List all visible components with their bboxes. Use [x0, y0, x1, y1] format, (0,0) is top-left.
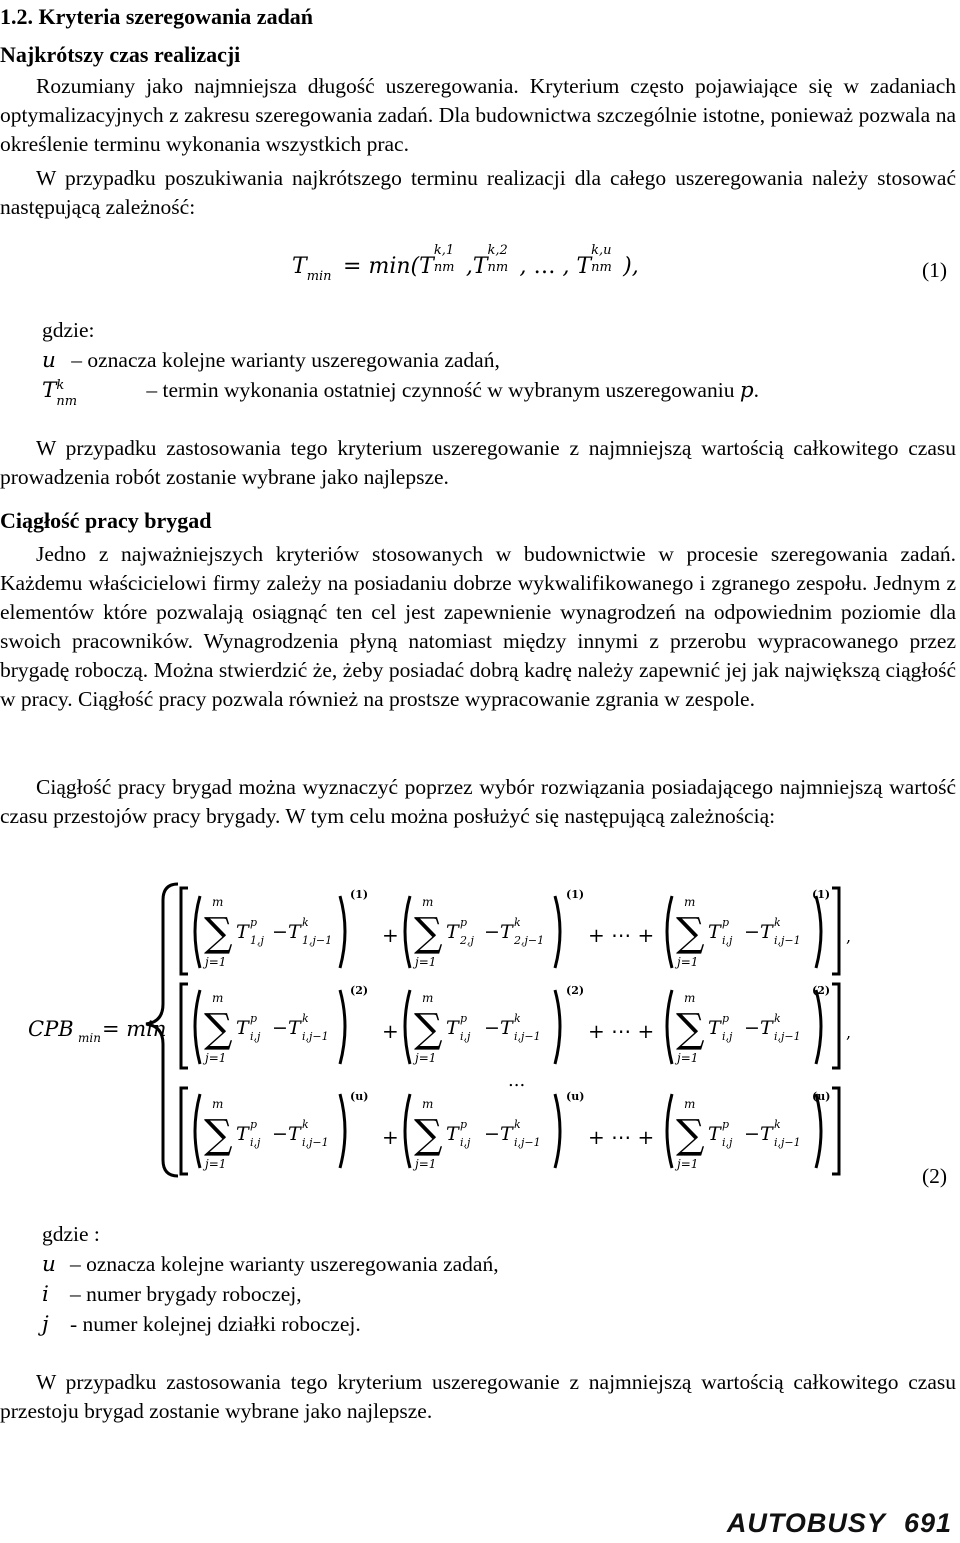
svg-text:m: m [422, 1097, 434, 1111]
row2-bracket-right [832, 984, 839, 1068]
row-ellipsis: ... [508, 1070, 526, 1091]
svg-text:−: − [744, 1017, 760, 1039]
svg-text:(2): (2) [812, 984, 831, 997]
svg-text:k: k [514, 1118, 521, 1131]
section-title: 1.2. Kryteria szeregowania zadań [0, 4, 314, 29]
svg-text:−: − [272, 1017, 288, 1039]
svg-text:j=1: j=1 [415, 1051, 437, 1065]
svg-text:i,j−1: i,j−1 [302, 1030, 329, 1043]
row2-paren-2-close [555, 990, 560, 1064]
journal-brand: AUTOBUSY [726, 1508, 886, 1538]
row1-paren-3-open [667, 896, 672, 968]
svg-text:T: T [236, 1123, 249, 1145]
svg-text:+: + [382, 923, 399, 947]
svg-text:∑: ∑ [204, 1006, 233, 1052]
svg-text:m: m [212, 991, 224, 1005]
row3-paren-3-close [816, 1094, 821, 1168]
equation-2 [0, 876, 900, 1186]
paragraph-criterion-result-2: W przypadku zastosowania tego kryterium uszeregowanie z najmniejszą wartością całkowitego czasu przestoju brygad zostanie wybrane jako najlepsze. [0, 1370, 956, 1423]
svg-text:k: k [774, 916, 781, 929]
svg-text:p: p [460, 1012, 468, 1025]
row1-paren-2-close [555, 896, 560, 968]
row3-paren-2-open [405, 1094, 410, 1168]
row3-bracket-left [181, 1088, 188, 1174]
svg-text:+ ⋯ +: + ⋯ + [588, 1019, 655, 1043]
svg-text:i,j−1: i,j−1 [774, 1136, 801, 1149]
row2-paren-3-open [667, 990, 672, 1064]
svg-text:+: + [382, 1019, 399, 1043]
svg-text:T: T [500, 1123, 513, 1145]
paragraph-criterion-result-1: W przypadku zastosowania tego kryterium uszeregowanie z najmniejszą wartością całkowitego czasu prowadzenia robót zostanie wybrane jako najlepsze. [0, 436, 956, 489]
row2-paren-3-close [816, 990, 821, 1064]
equation-1: $T_{min} = \min(T$ k,1 nm ,T k,2 nm , … , T k,u nm ), [292, 243, 639, 284]
paragraph-formula-intro: W przypadku poszukiwania najkrótszego terminu realizacji dla całego uszeregowania należy stosować następującą zależność: [0, 166, 956, 219]
where-label-2: gdzie : [42, 1222, 100, 1246]
svg-text:j=1: j=1 [677, 955, 699, 969]
svg-text:k: k [774, 1012, 781, 1025]
svg-text:(1): (1) [812, 888, 831, 901]
svg-text:,: , [846, 1023, 852, 1042]
equation-2-number: (2) [922, 1164, 948, 1188]
svg-text:T: T [288, 1017, 301, 1039]
subsection-title-crew-continuity: Ciągłość pracy brygad [0, 508, 212, 533]
where1-u-row: u – oznacza kolejne warianty uszeregowania zadań, [42, 348, 500, 373]
row1-paren-1-open [195, 896, 200, 968]
svg-text:T: T [500, 921, 513, 943]
svg-text:−: − [272, 1123, 288, 1145]
row3-paren-1-close [340, 1094, 345, 1168]
svg-text:m: m [212, 895, 224, 909]
row3-bracket-right [832, 1088, 839, 1174]
svg-text:1,j: 1,j [250, 934, 264, 947]
svg-text:T: T [760, 1017, 773, 1039]
svg-text:i,j: i,j [722, 1030, 733, 1043]
paragraph-formula-intro-2: Ciągłość pracy brygad można wyznaczyć poprzez wybór rozwiązania posiadającego najmniejszą wartość czasu przestojów pracy brygady. W tym celu można posłużyć się następującą zależnością: [0, 775, 956, 828]
svg-text:j=1: j=1 [677, 1157, 699, 1171]
svg-text:p: p [250, 916, 258, 929]
row3-paren-3-open [667, 1094, 672, 1168]
svg-text:p: p [250, 1118, 258, 1131]
page-number: 691 [903, 1508, 952, 1538]
svg-text:i,j: i,j [250, 1136, 261, 1149]
svg-text:i,j−1: i,j−1 [514, 1136, 541, 1149]
where2-item-u: u – oznacza kolejne warianty uszeregowania zadań, [42, 1252, 499, 1277]
svg-text:T: T [446, 1123, 459, 1145]
row1-paren-3-close [816, 896, 821, 968]
row2-paren-1-close [340, 990, 345, 1064]
svg-text:T: T [500, 1017, 513, 1039]
svg-text:T: T [708, 1017, 721, 1039]
svg-text:T: T [760, 1123, 773, 1145]
row3-paren-2-close [555, 1094, 560, 1168]
svg-text:p: p [460, 1118, 468, 1131]
svg-text:j=1: j=1 [415, 955, 437, 969]
svg-text:k: k [774, 1118, 781, 1131]
svg-text:m: m [684, 1097, 696, 1111]
svg-text:−: − [744, 1123, 760, 1145]
cpb-symbol: CPB [28, 1017, 74, 1041]
eq2-min-operator: = min [102, 1017, 167, 1041]
svg-text:−: − [272, 921, 288, 943]
svg-text:(u): (u) [812, 1090, 831, 1103]
svg-text:(u): (u) [350, 1090, 369, 1103]
row2-paren-1-open [195, 990, 200, 1064]
row2-bracket-left [181, 984, 188, 1068]
svg-text:p: p [460, 916, 468, 929]
svg-text:1,j−1: 1,j−1 [302, 934, 333, 947]
row1-paren-2-open [405, 896, 410, 968]
svg-text:2,j: 2,j [460, 934, 474, 947]
row1-bracket-right [832, 888, 839, 974]
where-label-1: gdzie: [42, 318, 95, 342]
svg-text:−: − [484, 1017, 500, 1039]
svg-text:−: − [744, 921, 760, 943]
svg-text:i,j−1: i,j−1 [774, 934, 801, 947]
svg-text:(2): (2) [566, 984, 585, 997]
svg-text:∑: ∑ [204, 1112, 233, 1158]
svg-text:,: , [846, 927, 852, 946]
svg-text:∑: ∑ [414, 1112, 443, 1158]
svg-text:p: p [722, 1012, 730, 1025]
svg-text:i,j: i,j [250, 1030, 261, 1043]
equation-1-number: (1) [922, 258, 948, 282]
row2-paren-2-open [405, 990, 410, 1064]
svg-text:k: k [514, 1012, 521, 1025]
svg-text:m: m [212, 1097, 224, 1111]
subsection-title-shortest-time: Najkrótszy czas realizacji [0, 42, 241, 67]
svg-text:∑: ∑ [414, 1006, 443, 1052]
svg-text:j=1: j=1 [415, 1157, 437, 1171]
svg-text:k: k [302, 916, 309, 929]
svg-text:k: k [514, 916, 521, 929]
svg-text:(1): (1) [350, 888, 369, 901]
svg-text:i,j: i,j [722, 934, 733, 947]
svg-text:k: k [302, 1118, 309, 1131]
svg-text:∑: ∑ [676, 910, 705, 956]
svg-text:p: p [722, 916, 730, 929]
svg-text:j=1: j=1 [205, 955, 227, 969]
svg-text:m: m [422, 991, 434, 1005]
svg-text:2,j−1: 2,j−1 [514, 934, 545, 947]
svg-text:−: − [484, 921, 500, 943]
svg-text:m: m [684, 991, 696, 1005]
svg-text:i,j: i,j [460, 1030, 471, 1043]
svg-text:i,j−1: i,j−1 [514, 1030, 541, 1043]
row1-paren-1-close [340, 896, 345, 968]
svg-text:j=1: j=1 [677, 1051, 699, 1065]
svg-text:∑: ∑ [414, 910, 443, 956]
row1-bracket-left [181, 888, 188, 974]
svg-text:m: m [422, 895, 434, 909]
svg-text:(2): (2) [350, 984, 369, 997]
svg-text:∑: ∑ [204, 910, 233, 956]
svg-text:k: k [302, 1012, 309, 1025]
svg-text:T: T [760, 921, 773, 943]
svg-text:∑: ∑ [676, 1006, 705, 1052]
svg-text:T: T [446, 1017, 459, 1039]
svg-text:+ ⋯ +: + ⋯ + [588, 923, 655, 947]
svg-text:i,j: i,j [460, 1136, 471, 1149]
svg-text:+: + [382, 1125, 399, 1149]
svg-text:(1): (1) [566, 888, 585, 901]
svg-text:(u): (u) [566, 1090, 585, 1103]
svg-text:T: T [288, 1123, 301, 1145]
svg-text:T: T [708, 1123, 721, 1145]
svg-text:T: T [288, 921, 301, 943]
svg-text:m: m [684, 895, 696, 909]
where2-item-i: i – numer brygady roboczej, [42, 1282, 302, 1307]
svg-text:p: p [250, 1012, 258, 1025]
svg-text:+ ⋯ +: + ⋯ + [588, 1125, 655, 1149]
svg-text:j=1: j=1 [205, 1157, 227, 1171]
svg-text:T: T [708, 921, 721, 943]
svg-text:i,j: i,j [722, 1136, 733, 1149]
svg-text:i,j−1: i,j−1 [774, 1030, 801, 1043]
footer [727, 1508, 952, 1539]
paragraph-definition: Rozumiany jako najmniejsza długość uszeregowania. Kryterium często pojawiające się w zadaniach optymalizacyjnych z zakresu szeregowania zadań. Dla budownictwa szczególnie istotne, ponieważ pozwala na określenie terminu wykonania wszystkich prac. [0, 74, 956, 156]
where1-t-row: T k nm – termin wykonania ostatniej czynność w wybranym uszeregowaniu p. [42, 378, 759, 409]
svg-text:T: T [446, 921, 459, 943]
svg-text:T: T [236, 921, 249, 943]
svg-text:∑: ∑ [676, 1112, 705, 1158]
svg-text:p: p [722, 1118, 730, 1131]
svg-text:−: − [484, 1123, 500, 1145]
svg-text:i,j−1: i,j−1 [302, 1136, 329, 1149]
row3-paren-1-open [195, 1094, 200, 1168]
cpb-subscript: min [78, 1031, 101, 1045]
paragraph-crew-continuity: Jedno z najważniejszych kryteriów stosowanych w budownictwie w procesie szeregowania zadań. Każdemu właścicielowi firmy zależy na posiadaniu dobrze wykwalifikowanego i zgranego zespołu. Jednym z elementów które pozwalają osiągnąć ten cel jest zapewnienie wynagrodzeń na odpowiednim poziomie dla swoich pracowników. Wynagrodzenia płyną natomiast między innymi z przerobu wypracowanego przez brygadę roboczą. Można stwierdzić że, żeby posiadać dobrą kadrę należy zapewnić jej jak największą ciągłość w pracy. Ciągłość pracy pozwala również na prostsze wypracowanie zgrania w zespole. [0, 542, 956, 711]
svg-text:T: T [236, 1017, 249, 1039]
where2-item-j: j - numer kolejnej działki roboczej. [42, 1312, 361, 1337]
svg-text:j=1: j=1 [205, 1051, 227, 1065]
